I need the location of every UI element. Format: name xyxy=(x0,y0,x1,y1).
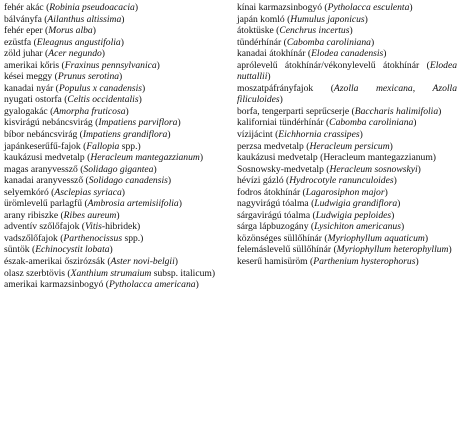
scientific-name: Amorpha fruticosa xyxy=(53,105,126,117)
common-name: tündérhínár xyxy=(237,36,282,48)
species-entry: felemáslevelű süllőhínár (Myriophyllum heterophyllum) xyxy=(237,244,452,256)
common-name: fehér eper xyxy=(4,25,43,37)
scientific-name: Impatiens parviflora xyxy=(98,117,178,129)
species-entry: nagyvirágú tóalma (Ludwigia grandiflora) xyxy=(237,198,401,210)
scientific-name: Parthenium hysterophorus xyxy=(313,256,416,268)
scientific-name: Baccharis halimifolia xyxy=(354,105,439,117)
common-name: kaukázusi medvetalp xyxy=(4,152,85,164)
species-entry: adventív szőlőfajok (Vitis-hibridek) xyxy=(4,221,141,233)
common-name: gyalogakác xyxy=(4,105,48,117)
common-name: vadszőlőfajok xyxy=(4,232,58,244)
species-entry: amerikai karmazsinbogyó (Pytholacca americana) xyxy=(4,279,199,291)
common-name: nyugati ostorfa xyxy=(4,94,62,106)
species-entry: kínai karmazsinbogyó (Pytholacca esculenta) xyxy=(237,2,413,13)
scientific-name: Humulus japonicus xyxy=(290,13,365,25)
species-entry: süntök (Echinocystit lobata) xyxy=(4,244,113,256)
common-name: olasz szerbtövis xyxy=(4,267,66,279)
common-name: japán komló xyxy=(237,13,285,25)
scientific-name: Solidago canadensis xyxy=(88,175,168,187)
common-name: kanadai nyár xyxy=(4,82,54,94)
scientific-name: Pytholacca esculenta xyxy=(327,2,410,13)
species-entry: perzsa medvetalp (Heracleum persicum) xyxy=(237,140,393,152)
common-name: aprólevelű átokhínár/vékonylevelű átokhínár xyxy=(237,59,420,71)
common-name: hévízi gázló xyxy=(237,175,284,187)
common-name: kanadai aranyvessző xyxy=(4,175,84,187)
common-name: átoktüske xyxy=(237,25,274,37)
species-entry: fodros átokhínár (Lagarosiphon major) xyxy=(237,186,388,198)
scientific-name: Pytholacca americana xyxy=(108,279,196,291)
species-entry: bíbor nebáncsvirág (Impatiens grandiflora) xyxy=(4,129,171,141)
species-entry: fehér eper (Morus alba) xyxy=(4,25,96,37)
name-suffix: -hibridek) xyxy=(101,221,141,233)
species-entry: kisvirágú nebáncsvirág (Impatiens parviflora) xyxy=(4,117,181,129)
common-name: magas aranyvessző xyxy=(4,163,78,175)
species-entry: japán komló (Humulus japonicus) xyxy=(237,13,368,25)
scientific-name: Ambrosia artemisiifolia xyxy=(87,198,179,210)
left-column xyxy=(4,2,224,436)
common-name: fodros átokhínár xyxy=(237,186,301,198)
common-name: süntök xyxy=(4,244,30,256)
common-name: kisvirágú nebáncsvirág xyxy=(4,117,93,129)
name-suffix: subsp. italicum) xyxy=(151,267,216,279)
scientific-name: Eleagnus angustifolia xyxy=(36,36,121,48)
scientific-name: Solidago gigantea xyxy=(83,163,154,175)
species-entry: japánkeserűfű-fajok (Fallopia spp.) xyxy=(4,140,141,152)
scientific-name: Ludwigia grandiflora xyxy=(314,198,398,210)
common-name: kanadai átokhínár xyxy=(237,48,306,60)
species-entry: fehér akác (Robinia pseudoacacia) xyxy=(4,2,139,13)
common-name: japánkeserűfű-fajok xyxy=(4,140,81,152)
scientific-name: Prunus serotina xyxy=(57,71,120,83)
species-entry: bálványfa (Ailanthus altissima) xyxy=(4,13,125,25)
species-entry: moszatpáfrányfajok (Azolla mexicana, Azolla filiculoides) xyxy=(237,82,457,106)
species-entry: sárga lápbuzogány (Lysichiton americanus) xyxy=(237,221,405,233)
species-entry: aprólevelű átokhínár/vékonylevelű átokhínár (Elodea nuttallii) xyxy=(237,59,458,83)
scientific-name: Acer negundo xyxy=(48,48,102,60)
common-name: ürömlevelű parlagfű xyxy=(4,198,83,210)
species-entry: kanadai átokhínár (Elodea canadensis) xyxy=(237,48,387,60)
scientific-name: Elodea nuttallii xyxy=(237,59,458,83)
species-entry: átoktüske (Cenchrus incertus) xyxy=(237,25,353,37)
scientific-name: Impatiens grandiflora xyxy=(82,129,168,141)
scientific-name: Xanthium strumaium xyxy=(70,267,152,279)
common-name: kaliforniai tündérhínár xyxy=(237,117,324,129)
right-column xyxy=(237,2,457,436)
common-name: bálványfa xyxy=(4,13,42,25)
common-name: zöld juhar xyxy=(4,48,43,60)
common-name: selyemkóró xyxy=(4,186,49,198)
species-entry: nyugati ostorfa (Celtis occidentalis) xyxy=(4,94,142,106)
scientific-name: Fraxinus pennsylvanica xyxy=(64,59,157,71)
scientific-name: Celtis occidentalis xyxy=(67,94,139,106)
common-name: borfa, tengerparti seprűcserje xyxy=(237,105,350,117)
scientific-name: Ludwigia peploides xyxy=(315,209,392,221)
common-name: adventív szőlőfajok xyxy=(4,221,80,233)
species-entry: ürömlevelű parlagfű (Ambrosia artemisiifolia) xyxy=(4,198,182,210)
name-suffix: spp.) xyxy=(119,140,141,152)
scientific-name: Heracleum mantegazzianum xyxy=(90,152,200,164)
species-entry: kaliforniai tündérhínár (Cabomba caroliniana) xyxy=(237,117,417,129)
scientific-name: Myriophyllum heterophyllum xyxy=(336,244,449,256)
scientific-name: Parthenocissus xyxy=(63,232,123,244)
common-name: keserű hamisüröm xyxy=(237,256,308,268)
scientific-name: Elodea canadensis xyxy=(311,48,384,60)
species-entry: borfa, tengerparti seprűcserje (Baccharis halimifolia) xyxy=(237,105,442,117)
species-entry: keserű hamisüröm (Parthenium hysterophorus) xyxy=(237,256,419,268)
common-name: moszatpáfrányfajok xyxy=(237,82,314,94)
scientific-name: Lagarosiphon major xyxy=(305,186,385,198)
species-entry: tündérhínár (Cabomba caroliniana) xyxy=(237,36,375,48)
scientific-name: Myriophyllum aquaticum xyxy=(327,232,425,244)
species-entry: kaukázusi medvetalp (Heracleum mantegazzianum) xyxy=(4,152,204,164)
scientific-name: Cenchrus incertus xyxy=(279,25,350,37)
common-name: fehér akác xyxy=(4,2,44,13)
species-entry: kései meggy (Prunus serotina) xyxy=(4,71,123,83)
common-name: sárgavirágú tóalma xyxy=(237,209,311,221)
common-name: nagyvirágú tóalma xyxy=(237,198,309,210)
scientific-name: Cabomba caroliniana xyxy=(286,36,371,48)
common-name: felemáslevelű süllőhínár xyxy=(237,244,332,256)
common-name: észak-amerikai őszirózsák xyxy=(4,256,105,268)
species-entry: selyemkóró (Asclepias syriaca) xyxy=(4,186,125,198)
species-entry: magas aranyvessző (Solidago gigantea) xyxy=(4,163,157,175)
common-name: vízijácint xyxy=(237,129,273,141)
scientific-name: Heracleum sosnowskyi xyxy=(329,163,418,175)
scientific-name: Populus x canadensis xyxy=(58,82,143,94)
common-name: amerikai karmazsinbogyó xyxy=(4,279,104,291)
species-entry: Sosnowsky-medvetalp (Heracleum sosnowskyi) xyxy=(237,163,421,175)
species-entry: sárgavirágú tóalma (Ludwigia peploides) xyxy=(237,209,395,221)
scientific-name: Vitis xyxy=(85,221,102,233)
scientific-name: Lysichiton americanus xyxy=(314,221,401,233)
scientific-name: Morus alba xyxy=(48,25,93,37)
common-name: bíbor nebáncsvirág xyxy=(4,129,78,141)
species-entry: vadszőlőfajok (Parthenocissus spp.) xyxy=(4,232,144,244)
species-entry: hévízi gázló (Hydrocotyle ranunculoides) xyxy=(237,175,397,187)
scientific-name: Ailanthus altissima xyxy=(47,13,122,25)
species-entry: olasz szerbtövis (Xanthium strumaium subsp. italicum) xyxy=(4,267,216,279)
scientific-name: Asclepias syriaca xyxy=(54,186,122,198)
species-entry: kanadai aranyvessző (Solidago canadensis) xyxy=(4,175,172,187)
species-entry: gyalogakác (Amorpha fruticosa) xyxy=(4,105,129,117)
species-entry: arany ribiszke (Ribes aureum) xyxy=(4,209,120,221)
scientific-name: Robinia pseudoacacia xyxy=(49,2,135,13)
common-name: kései meggy xyxy=(4,71,53,83)
common-name: Sosnowsky-medvetalp xyxy=(237,163,324,175)
species-entry: zöld juhar (Acer negundo) xyxy=(4,48,105,60)
scientific-name: Fallopia xyxy=(86,140,120,152)
common-name: kínai karmazsinbogyó xyxy=(237,2,322,13)
scientific-name: Azolla mexicana, Azolla filiculoides xyxy=(237,82,457,106)
species-entry: észak-amerikai őszirózsák (Aster novi-belgii) xyxy=(4,256,178,268)
common-name: arany ribiszke xyxy=(4,209,59,221)
species-entry: kaukázusi medvetalp (Heracleum mantegazzianum) xyxy=(237,152,436,164)
common-name: sárga lápbuzogány xyxy=(237,221,309,233)
scientific-name: Ribes aureum xyxy=(63,209,117,221)
scientific-name: Aster novi-belgii xyxy=(110,256,175,268)
species-entry: közönséges süllőhínár (Myriophyllum aquaticum) xyxy=(237,232,429,244)
scientific-name: Hydrocotyle ranunculoides xyxy=(289,175,394,187)
species-entry: kanadai nyár (Populus x canadensis) xyxy=(4,82,146,94)
species-entry: amerikai kőris (Fraxinus pennsylvanica) xyxy=(4,59,160,71)
scientific-name: Cabomba caroliniana xyxy=(329,117,414,129)
common-name: kaukázusi medvetalp xyxy=(237,152,318,164)
common-name: közönséges süllőhínár xyxy=(237,232,322,244)
species-entry: ezüstfa (Eleagnus angustifolia) xyxy=(4,36,124,48)
scientific-name: Eichhornia crassipes xyxy=(278,129,360,141)
scientific-name: Heracleum mantegazzianum xyxy=(323,152,433,164)
common-name: amerikai kőris xyxy=(4,59,60,71)
common-name: ezüstfa xyxy=(4,36,32,48)
common-name: perzsa medvetalp xyxy=(237,140,304,152)
name-suffix: spp.) xyxy=(122,232,144,244)
scientific-name: Heracleum persicum xyxy=(309,140,390,152)
scientific-name: Echinocystit lobata xyxy=(35,244,110,256)
species-entry: vízijácint (Eichhornia crassipes) xyxy=(237,129,363,141)
